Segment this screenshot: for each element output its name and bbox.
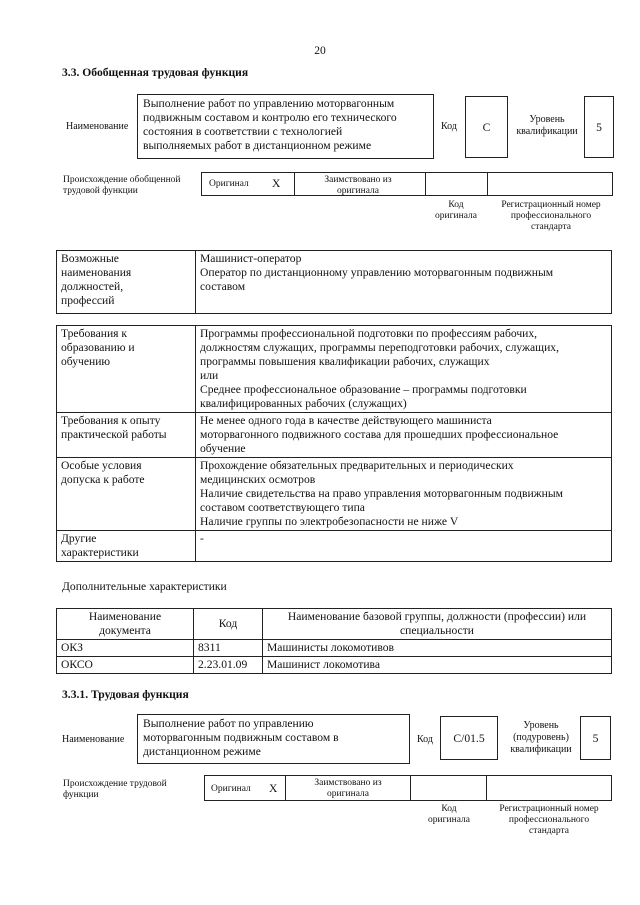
value-line: или (200, 369, 219, 382)
additional-table (56, 608, 612, 674)
label-line: обучению (61, 355, 111, 368)
level-label-line: квалификации (510, 744, 572, 755)
value-line: квалифицированных рабочих (служащих) (200, 397, 407, 410)
divider (285, 776, 286, 800)
function-name-box (137, 94, 434, 159)
positions-table (56, 250, 612, 314)
value-line: обучение (200, 442, 246, 455)
labor-function-line: моторвагонным подвижным составом в (143, 731, 339, 744)
table-row (57, 458, 612, 531)
borrowed-label-line: Заимствовано из (324, 175, 392, 185)
value-line: должностям служащих, программы переподготовки рабочих, служащих, (200, 341, 559, 354)
level-label-line: Уровень (523, 720, 559, 731)
value-line: моторвагонного подвижного состава для прошедших профессиональное (200, 428, 559, 441)
labor-function-line: дистанционном режиме (143, 745, 261, 758)
level-label (512, 114, 582, 138)
original-mark: X (272, 177, 281, 190)
value-line: Оператор по дистанционному управлению моторвагонным подвижным (200, 266, 554, 279)
value-line: Наличие группы по электробезопасности не ниже V (200, 515, 459, 528)
table-row (57, 531, 612, 562)
divider (487, 173, 488, 195)
label-line: Особые условия (61, 459, 142, 472)
additional-title: Дополнительные характеристики (62, 580, 227, 593)
value-line: составом (200, 280, 246, 293)
level-label (503, 720, 579, 756)
code-original-line: Код (441, 804, 457, 814)
label-line: Другие (61, 532, 97, 545)
level-label-line: квалификации (516, 126, 578, 137)
level-value: 5 (580, 716, 611, 760)
divider (486, 776, 487, 800)
page-number: 20 (314, 44, 326, 57)
reg-number-label (489, 200, 613, 233)
value-line: Прохождение обязательных предварительных и периодических (200, 459, 514, 472)
cell-doc: ОКЗ (57, 640, 194, 657)
original-label: Оригинал (211, 784, 251, 794)
positions-label (57, 251, 196, 314)
reg-number-label (487, 804, 611, 837)
table-row (57, 657, 612, 674)
original-mark: X (269, 782, 278, 795)
requirement-value (196, 458, 612, 531)
code-value: C (465, 96, 508, 158)
header-line: документа (99, 624, 151, 637)
requirement-label (57, 326, 196, 413)
origin-box (204, 775, 612, 801)
origin-label (63, 175, 181, 197)
code-label: Код (441, 121, 457, 132)
original-label: Оригинал (209, 179, 249, 189)
cell-code: 2.23.01.09 (194, 657, 263, 674)
label-line: практической работы (61, 428, 167, 441)
level-label-line: (подуровень) (513, 732, 569, 743)
requirement-label (57, 531, 196, 562)
table-header-row (57, 609, 612, 640)
origin-box (201, 172, 613, 196)
function-name-line: выполняемых работ в дистанционном режиме (143, 139, 372, 152)
positions-value (196, 251, 612, 314)
subsection-title: 3.3.1. Трудовая функция (62, 688, 189, 701)
borrowed-label-line: Заимствовано из (314, 778, 382, 788)
label-line: наименования (61, 266, 132, 279)
value-line: Среднее профессиональное образование – программы подготовки (200, 383, 527, 396)
divider (425, 173, 426, 195)
value-line: Программы профессиональной подготовки по профессиям рабочих, (200, 327, 538, 340)
reg-number-line: стандарта (529, 826, 569, 836)
divider (294, 173, 295, 195)
cell-doc: ОКСО (57, 657, 194, 674)
origin-label (63, 779, 167, 801)
label-line: Требования к опыту (61, 414, 161, 427)
requirements-table (56, 325, 612, 562)
header-line: Наименование (88, 610, 162, 623)
value-line: программы повышения квалификации рабочих, служащих (200, 355, 490, 368)
borrowed-label (298, 175, 418, 197)
label-line: профессий (61, 294, 115, 307)
requirement-label (57, 413, 196, 458)
reg-number-line: профессионального (510, 211, 592, 221)
value-line: Не менее одного года в качестве действующего машиниста (200, 414, 492, 427)
origin-label-line: Происхождение обобщенной (63, 175, 181, 185)
borrowed-label-line: оригинала (327, 789, 369, 799)
header-line: Наименование базовой группы, должности (профессии) или (287, 610, 587, 623)
level-label-line: Уровень (529, 114, 565, 125)
requirement-value (196, 326, 612, 413)
table-row (57, 326, 612, 413)
section-title: 3.3. Обобщенная трудовая функция (62, 66, 249, 79)
value-line: - (200, 532, 204, 545)
value-line: Машинист-оператор (200, 252, 302, 265)
function-name-line: состояния в соответствии с технологией (143, 125, 343, 138)
requirement-value (196, 531, 612, 562)
table-row (57, 413, 612, 458)
header-name (263, 609, 612, 640)
label-line: Возможные (61, 252, 119, 265)
label-line: Требования к (61, 327, 128, 340)
function-name-line: Выполнение работ по управлению моторвагонным (143, 97, 395, 110)
reg-number-line: Регистрационный номер (499, 804, 599, 814)
cell-code: 8311 (194, 640, 263, 657)
function-name-line: подвижным составом и контролю его технического (143, 111, 397, 124)
table-row (57, 251, 612, 314)
name-label: Наименование (62, 734, 125, 745)
name-label: Наименование (66, 121, 129, 132)
label-line: характеристики (61, 546, 139, 559)
code-value: C/01.5 (440, 716, 498, 760)
header-document (57, 609, 194, 640)
origin-label-line: функции (63, 790, 99, 800)
reg-number-line: стандарта (531, 222, 571, 232)
reg-number-line: Регистрационный номер (501, 200, 601, 210)
code-original-label (414, 804, 484, 826)
labor-function-line: Выполнение работ по управлению (143, 717, 314, 730)
value-line: Наличие свидетельства на право управления моторвагонным подвижным (200, 487, 563, 500)
code-original-line: оригинала (428, 815, 470, 825)
value-line: составом соответствующего типа (200, 501, 365, 514)
label-line: образованию и (61, 341, 135, 354)
label-line: должностей, (61, 280, 124, 293)
divider (410, 776, 411, 800)
value-line: медицинских осмотров (200, 473, 316, 486)
header-line: специальности (400, 624, 474, 637)
label-line: допуска к работе (61, 473, 145, 486)
code-original-line: оригинала (435, 211, 477, 221)
cell-name: Машинисты локомотивов (263, 640, 612, 657)
cell-name: Машинист локомотива (263, 657, 612, 674)
table-row (57, 640, 612, 657)
borrowed-label-line: оригинала (337, 186, 379, 196)
header-code: Код (194, 609, 263, 640)
borrowed-label (289, 778, 407, 800)
code-label: Код (417, 734, 433, 745)
code-original-line: Код (448, 200, 464, 210)
code-original-label (425, 200, 487, 222)
requirement-label (57, 458, 196, 531)
origin-label-line: Происхождение трудовой (63, 779, 167, 789)
level-value: 5 (584, 96, 614, 158)
reg-number-line: профессионального (508, 815, 590, 825)
labor-function-name-box (137, 714, 410, 764)
requirement-value (196, 413, 612, 458)
origin-label-line: трудовой функции (63, 186, 138, 196)
